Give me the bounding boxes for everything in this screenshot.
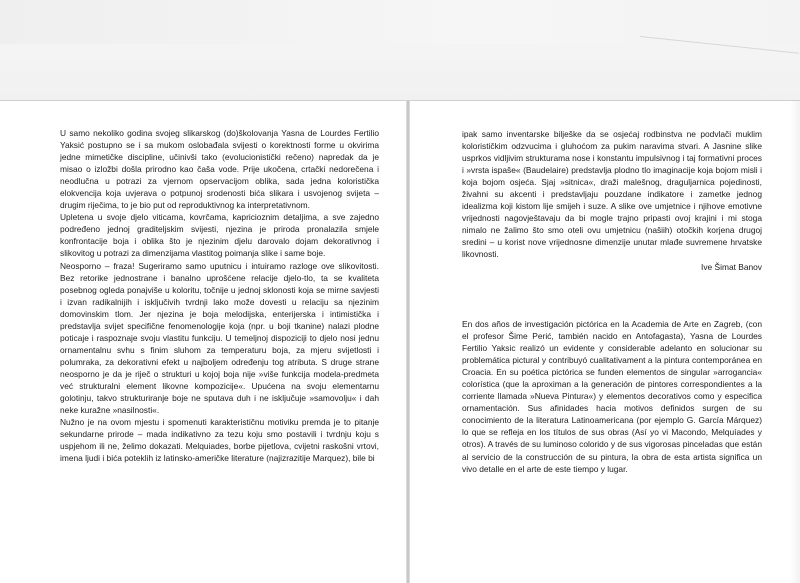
left-paragraph-2: Upletena u svoje djelo viticama, kovrčama, kapricioznim detaljima, a sve zajedno podređeno jednoj graditeljskim svijesti, njezina je priroda pronalazila smjele konfrontacije boja i oblika što je njezinim djelu darovalo dojam dekorativnog i slikovitog u potrazi za dimenzijama vlastitog poimanja slike i same boje. bbox=[60, 212, 379, 259]
book-gutter bbox=[406, 100, 410, 583]
left-page-text bbox=[60, 127, 379, 464]
spanish-paragraph: En dos años de investigación pictórica en la Academia de Arte en Zagreb, (con el profesor Šime Perić, también nacido en Antofagasta), Yasna de Lourdes Fertilio Yaksic realizó un evidente y considerable adelanto en solucionar su problemática pictural y contribuyó cualitativament a la pintura contemporánea en Croacia. En su poética pictórica se funden elementos de singular »arrogancia« colorística (que la aproximan a la generación de pintores correspondientes a la corriente llamada »Nueva Pintura«) y elementos decorativos como y especifica ornamentación. Sus afinidades hacia motivos definidos surgen de su conocimiento de la literatura Latinoamericana (por ejemplo G. García Márquez) lo que se refleja en los títulos de sus obras (Así yo vi Macondo, Melquíades y otros). A través de su luminoso colorido y de sus vigorosas pinceladas que están al servicio de la construcción de su pintura, la obra de esta artista significa un vivo detalle en el arte de este tiempo y lugar. bbox=[462, 319, 762, 474]
left-paragraph-1: U samo nekoliko godina svojeg slikarskog (do)školovanja Yasna de Lourdes Fertilio Yaksić postupno se i sa mukom oslobađala svijesti o korektnosti forme u okvirima jedne mimetičke discipline, učinivši tako (evolucionistički rečeno) napredak da je misao o izložbi došla prirodno kao čaša vode. Prije ukočena, crtački nedorečena i neodlučna u potrazi za vjernom opservacijom oblika, sada jedna koloristička elokvencija koja uvjerava o potpunoj srodenosti bića slikara i usvojenog svijeta – drugim riječima, to je bio put od reproduktivnog ka interpretativnom. bbox=[60, 128, 379, 211]
left-paragraph-3: Neosporno – fraza! Sugeriramo samo uputnicu i intuiramo razloge ove slikovitosti. Bez retorike jednostrane i banalno uprošćene relacije djelo-tlo, ta se kvaliteta posebnog ogleda ponajviše u koloritu, točnije u jednoj sklonosti koja se mirne savjesti i izvan radikalnijih i isključivih tvrdnji lako može dovesti u relaciju sa njezinim domovinskim tlom. Jer njezina je boja melodijska, enterijerska i intimistička i predstavlja svijet specifične fenomenologije koja (npr. u boji tkanine) nalazi plodne poticaje i raspoznaje svoju vlastitu funkciju. U temeljnoj dispoziciji to djelo nosi jednu ornamentalnu svhu s finim sluhom za temperaturu boja, za mjeru svijetlosti i polumraka, za dekorativni efekt u najboljem određenju tog atributa. S druge strane neosporno je da je riječ o strukturi u kojoj boja nije »više funkcija modela-predmeta već strukturalni element likovne kompozicije«. Upućena na svoju elementarnu golotinju, takvo strukturiranje boje ne sputava duh i ne isključuje »samovolju« i dah neke kuražne »nasilnosti«. bbox=[60, 260, 379, 416]
left-paragraph-4: Nužno je na ovom mjestu i spomenuti karakterističnu motiviku premda je to pitanje sekundarne prirode – mada indikativno za tezu koju smo postavili i tvrdnju koju s uspjehom ili ne, želimo dokazati. Melquiades, borbe pijetlova, cvijetni raskošni vrtovi, imena ljudi i bića poteklih iz latinsko-američke literature (najizrazitije Marquez), bile bi bbox=[60, 417, 379, 464]
right-page-spanish-text bbox=[462, 318, 762, 475]
right-page-croatian-text bbox=[462, 128, 762, 273]
scan-background-top bbox=[0, 0, 800, 100]
croatian-paragraph: ipak samo inventarske bilješke da se osjećaj rodbinstva ne podvlači muklim kolorističkim odzvucima i gluhoćom za pukim naravima stvari. A Jasnine slike usprkos vidljivim strukturama nose i konstantu impulsivnog i taj formativni proces i »vrsta ispaše« (Baudelaire) predstavlja plodno tlo imaginacije koja bojom misli i koja bojom osjeća. Sjaj »sitnica«, draži malešnog, draguljarnica pojedinosti, živahni su akcenti i predstavljaju pouzdane indikatore i zametke jednog idealizma koji kistom lije smijeh i suze. A slike ove umjetnice i njihove emotivne vrijednosti nagovještavaju da bi mogle trajno pripasti ovoj krajini i mi stoga nimalo ne žalimo što smo oteli ovu umjetnicu (našiih) otočkih korjena drugoj sredini – u korist nove vrijednosne dimenzije unutar mlađe suvremene hrvatske likovnosti. bbox=[462, 129, 762, 260]
author-signature: Ive Šimat Banov bbox=[701, 261, 762, 272]
